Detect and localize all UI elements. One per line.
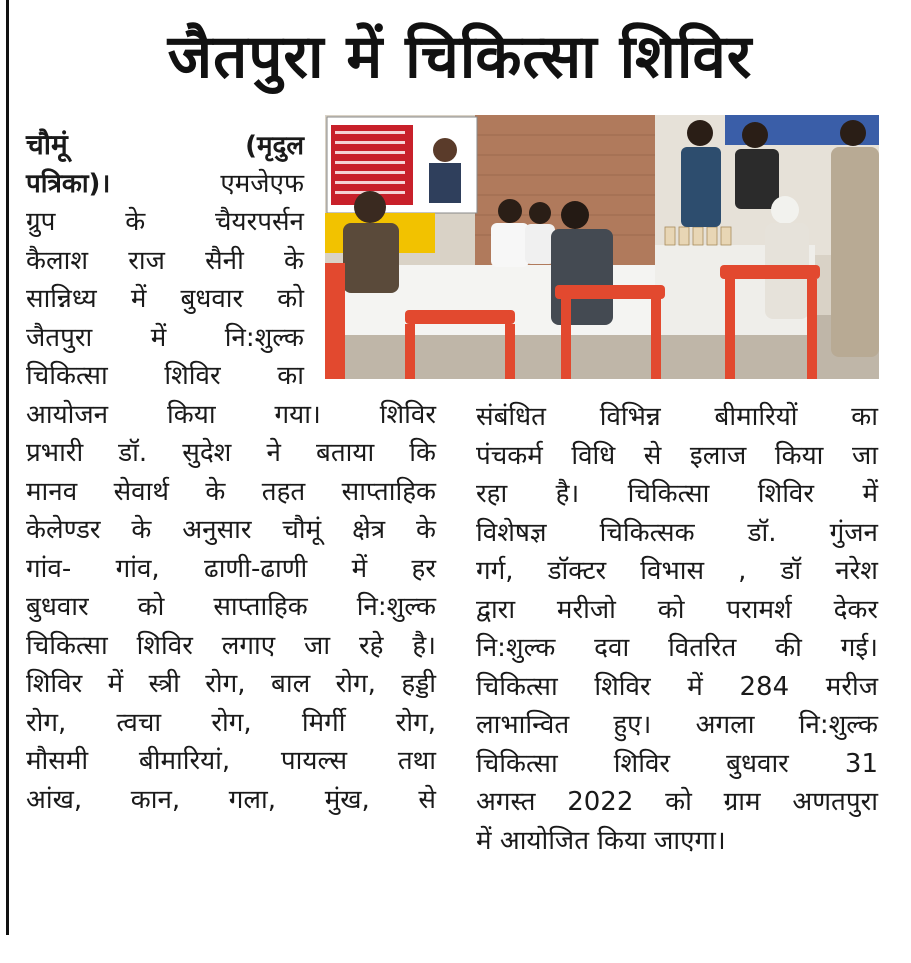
article-line: मानव सेवार्थ के तहत साप्ताहिक: [26, 476, 436, 507]
article-line: गांव- गांव, ढाणी-ढाणी में हर: [26, 553, 436, 584]
article-line: चिकित्सा शिविर लगाए जा रहे है।: [26, 630, 436, 661]
article-line: रहा है। चिकित्सा शिविर में: [476, 479, 878, 509]
dateline-source-end: पत्रिका)।: [26, 168, 111, 199]
article-line: जैतपुरा में नि:शुल्क: [26, 322, 304, 353]
article-line: कैलाश राज सैनी के: [26, 245, 304, 276]
article-line: चिकित्सा शिविर में 284 मरीज: [476, 671, 878, 702]
article-line: संबंधित विभिन्न बीमारियों का: [476, 402, 878, 432]
article-line: रोग, त्वचा रोग, मिर्गी रोग,: [26, 707, 436, 738]
article-line: में आयोजित किया जाएगा।: [476, 825, 726, 856]
article-column-1: [26, 126, 436, 819]
article-line: पंचकर्म विधि से इलाज किया जा: [476, 440, 878, 471]
dateline-line: [26, 126, 304, 165]
article-line: द्वारा मरीजो को परामर्श देकर: [476, 594, 878, 625]
article-line: आंख, कान, गला, मुंख, से: [26, 784, 436, 815]
article-line: सान्निध्य में बुधवार को: [26, 284, 304, 314]
article-line: लाभान्वित हुए। अगला नि:शुल्क: [476, 710, 878, 740]
article-line: बुधवार को साप्ताहिक नि:शुल्क: [26, 592, 436, 622]
article-line: ग्रुप के चैयरपर्सन: [26, 207, 304, 237]
article-line: चिकित्सा शिविर का: [26, 361, 304, 391]
article-line: गर्ग, डॉक्टर विभास , डॉ नरेश: [476, 556, 878, 586]
article-line: शिविर में स्त्री रोग, बाल रोग, हड्डी: [26, 669, 436, 699]
article-text: एमजेएफ: [220, 168, 304, 199]
article-line: प्रभारी डॉ. सुदेश ने बताया कि: [26, 438, 436, 468]
article-line: नि:शुल्क दवा वितरित की गई।: [476, 633, 878, 663]
article-line: अगस्त 2022 को ग्राम अणतपुरा: [476, 787, 878, 817]
article-line: मौसमी बीमारियां, पायल्स तथा: [26, 746, 436, 776]
article-line: विशेषज्ञ चिकित्सक डॉ. गुंजन: [476, 517, 878, 548]
article-column-2: [476, 398, 878, 860]
article-line: [26, 165, 304, 204]
page-title: जैतपुरा में चिकित्सा शिविर: [167, 22, 753, 92]
column-rule: [6, 0, 9, 935]
article-line: आयोजन किया गया। शिविर: [26, 399, 436, 430]
dateline-place: चौमूं: [26, 128, 68, 161]
dateline-source: (मृदुल: [245, 131, 304, 161]
article-line: चिकित्सा शिविर बुधवार 31: [476, 748, 878, 779]
article-line: केलेण्डर के अनुसार चौमूं क्षेत्र के: [26, 515, 436, 545]
